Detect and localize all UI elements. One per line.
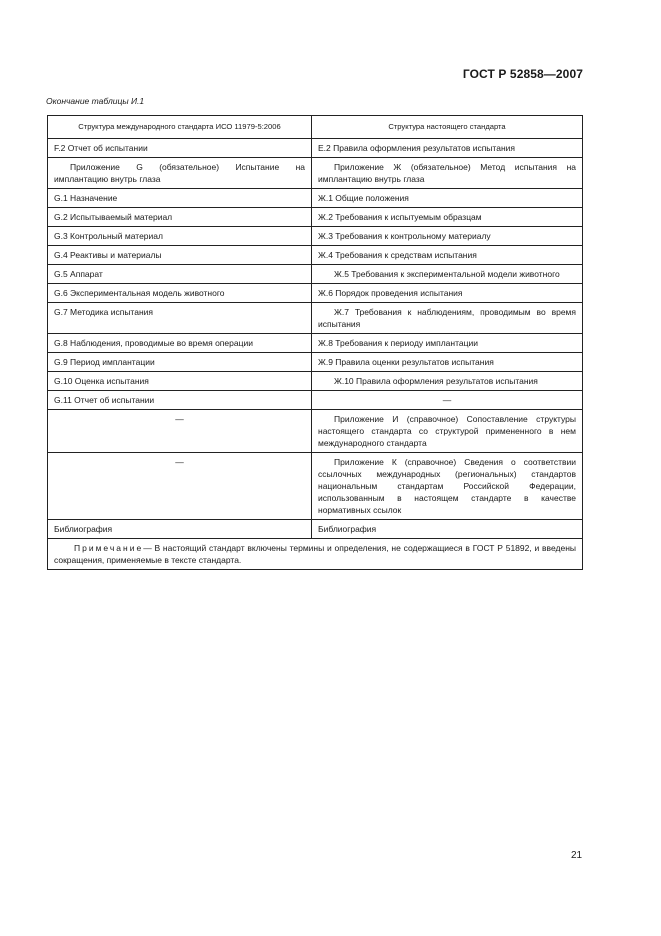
table-row [48,453,583,520]
table-header-row [48,116,583,139]
cell-international: Приложение G (обязательное) Испытание на имплантацию внутрь глаза [48,158,312,189]
table-row [48,334,583,353]
cell-international: G.11 Отчет об испытании [48,391,312,410]
table-row [48,391,583,410]
cell-international: G.6 Экспериментальная модель животного [48,284,312,303]
table-row [48,284,583,303]
cell-international: G.8 Наблюдения, проводимые во время операции [48,334,312,353]
document-code: ГОСТ Р 52858—2007 [462,67,583,81]
table-row [48,410,583,453]
column-header-international: Структура международного стандарта ИСО 11979-5:2006 [48,116,312,139]
cell-national: Ж.2 Требования к испытуемым образцам [312,208,583,227]
table-row [48,372,583,391]
table-row [48,208,583,227]
cell-national: Ж.9 Правила оценки результатов испытания [312,353,583,372]
cell-national: Ж.3 Требования к контрольному материалу [312,227,583,246]
column-header-national: Структура настоящего стандарта [312,116,583,139]
table-caption: Окончание таблицы И.1 [46,96,145,106]
table-row [48,353,583,372]
cell-national: Ж.6 Порядок проведения испытания [312,284,583,303]
cell-national: Ж.7 Требования к наблюдениям, проводимым во время испытания [312,303,583,334]
table-note [48,539,583,570]
cell-national: Ж.5 Требования к экспериментальной модели животного [312,265,583,284]
cell-national-empty-dash: — [312,391,583,410]
cell-international: F.2 Отчет об испытании [48,139,312,158]
structure-comparison-table [47,115,583,570]
cell-international: Библиография [48,520,312,539]
cell-international: G.4 Реактивы и материалы [48,246,312,265]
cell-international: G.1 Назначение [48,189,312,208]
cell-national: Ж.8 Требования к периоду имплантации [312,334,583,353]
cell-national: Ж.1 Общие положения [312,189,583,208]
cell-international-empty-dash: — [48,410,312,453]
table-row [48,139,583,158]
cell-national: Ж.10 Правила оформления результатов испытания [312,372,583,391]
cell-national: Ж.4 Требования к средствам испытания [312,246,583,265]
cell-international: G.5 Аппарат [48,265,312,284]
table-row [48,227,583,246]
cell-international: G.7 Методика испытания [48,303,312,334]
cell-international: G.3 Контрольный материал [48,227,312,246]
table-row [48,189,583,208]
cell-international-empty-dash: — [48,453,312,520]
note-label: Примечание [74,543,144,553]
note-text: — В настоящий стандарт включены термины и определения, не содержащиеся в ГОСТ Р 51892, и введены сокращения, применяемые в тексте стандарта. [54,543,576,565]
cell-international: G.9 Период имплантации [48,353,312,372]
cell-international: G.2 Испытываемый материал [48,208,312,227]
page-number: 21 [571,850,583,861]
table-row [48,265,583,284]
table-row [48,303,583,334]
table-row [48,158,583,189]
cell-national: Приложение К (справочное) Сведения о соответствии ссылочных международных (региональных) стандартов национальным стандартам Российской Федерации, использованным в настоящем стандарте в качестве нормативных ссылок [312,453,583,520]
cell-national: Библиография [312,520,583,539]
cell-national: Приложение И (справочное) Сопоставление структуры настоящего стандарта со структурой примененного в нем международного стандарта [312,410,583,453]
cell-national: Е.2 Правила оформления результатов испытания [312,139,583,158]
cell-national: Приложение Ж (обязательное) Метод испытания на имплантацию внутрь глаза [312,158,583,189]
cell-international: G.10 Оценка испытания [48,372,312,391]
table-row [48,520,583,539]
table-row [48,246,583,265]
table-note-row [48,539,583,570]
